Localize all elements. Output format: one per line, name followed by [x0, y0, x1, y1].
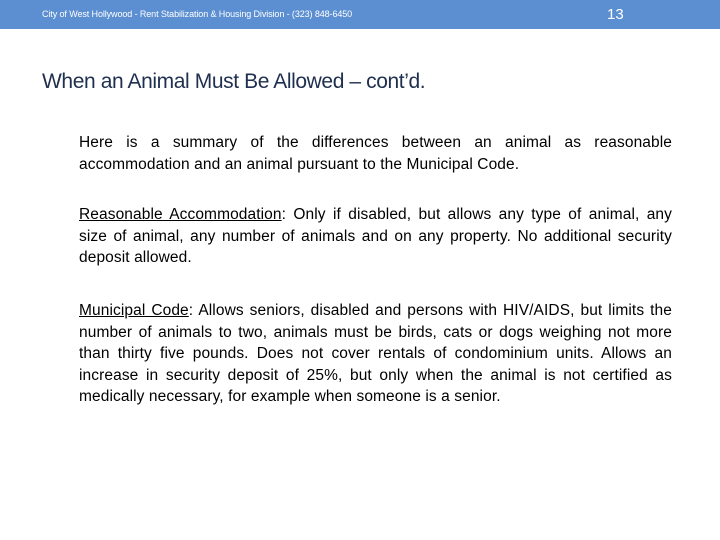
- reasonable-accommodation-text: Only if disabled, but allows any type of animal, any size of animal, any number of animals and on any property. No additional security deposit allowed.: [79, 206, 673, 266]
- reasonable-accommodation-term: Reasonable Accommodation: [79, 206, 282, 223]
- municipal-code-paragraph: [79, 300, 672, 408]
- municipal-code-text: Allows seniors, disabled and persons with HIV/AIDS, but limits the number of animals to two, animals must be birds, cats or dogs weighing not more than thirty five pounds. Does not cover rentals of condominium units. Allows an increase in security deposit of 25%, but only when the animal is not certified as medically necessary, for example when someone is a senior.: [79, 302, 672, 405]
- slide-number: 13: [607, 6, 624, 23]
- header-contact-text: City of West Hollywood - Rent Stabilization & Housing Division - (323) 848-6450: [42, 9, 353, 19]
- municipal-code-term: Municipal Code: [79, 302, 189, 319]
- slide-title: When an Animal Must Be Allowed – cont’d.: [42, 70, 426, 93]
- reasonable-accommodation-colon: :: [281, 206, 287, 223]
- summary-paragraph: Here is a summary of the differences between an animal as reasonable accommodation and an animal pursuant to the Municipal Code.: [79, 134, 672, 173]
- header-bar: [0, 0, 720, 29]
- reasonable-accommodation-paragraph: [79, 204, 672, 269]
- municipal-code-colon: :: [188, 302, 194, 319]
